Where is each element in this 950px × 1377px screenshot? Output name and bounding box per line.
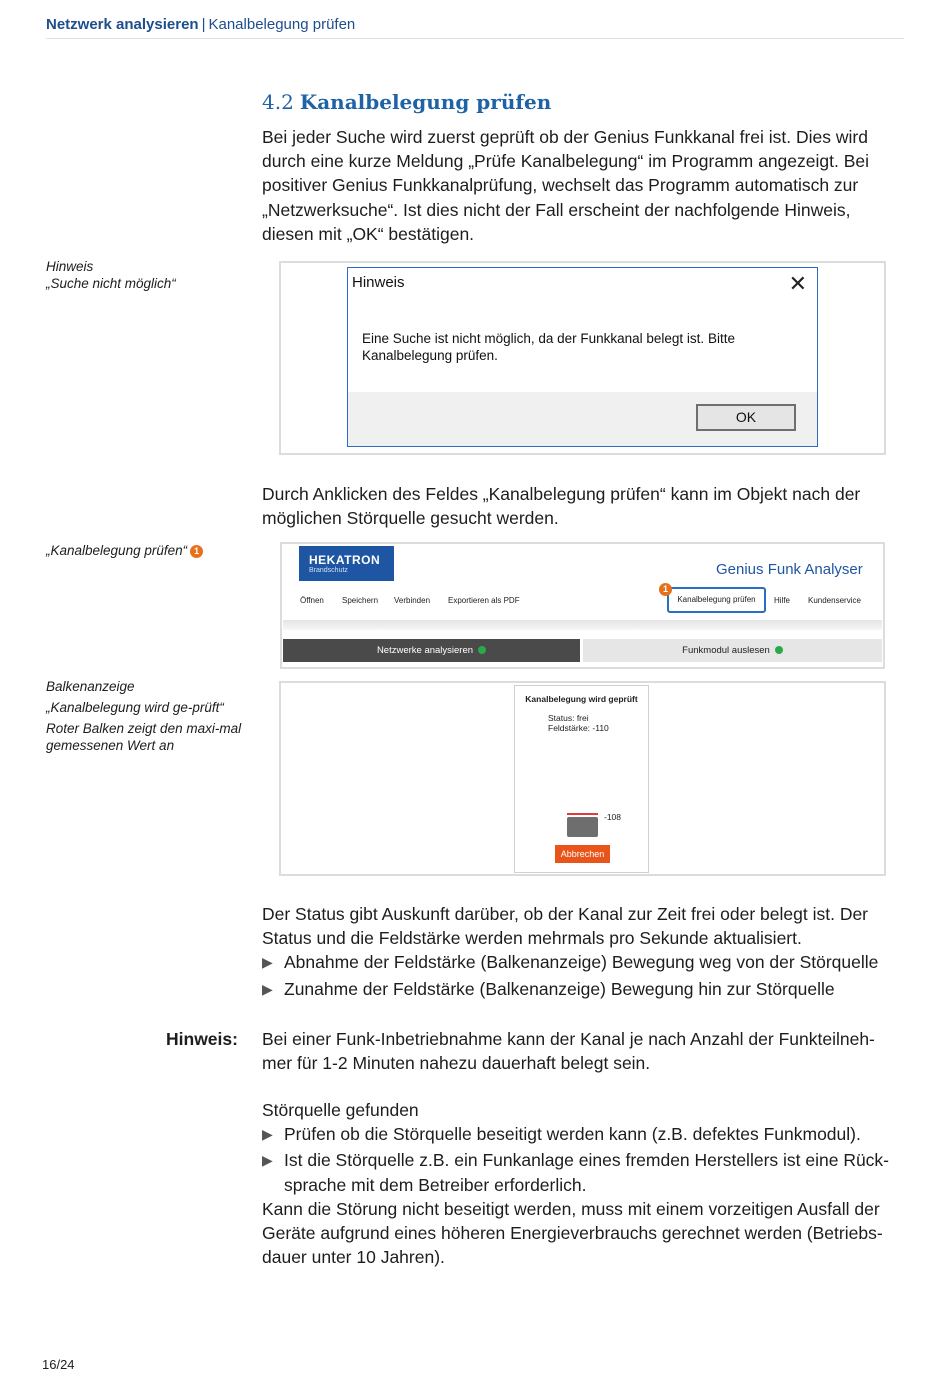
callout-badge: 1: [659, 583, 672, 596]
menu-open[interactable]: Öffnen: [300, 596, 324, 605]
header-separator: |: [201, 16, 206, 33]
dialog-title: Hinweis: [352, 274, 405, 291]
margin-note-line: Hinweis: [46, 259, 94, 274]
margin-note-kanalbelegung: [46, 542, 246, 559]
triangle-bullet-icon: ▶: [262, 954, 273, 971]
logo-subtext: Brandschutz: [309, 567, 348, 574]
section-title: [262, 90, 551, 114]
app-title: Genius Funk Analyser: [716, 561, 863, 578]
margin-note-balkenanzeige: [46, 678, 246, 758]
status-text: Status: frei: [548, 713, 589, 723]
ok-button[interactable]: OK: [696, 404, 796, 431]
status-dot-icon: [478, 646, 486, 654]
field-strength-bar: [567, 817, 598, 837]
interference-heading: Störquelle gefunden: [262, 1100, 419, 1120]
list-item: [262, 977, 902, 1001]
dialog-message: Eine Suche ist nicht möglich, da der Funkkanal belegt ist. Bitte Kanalbelegung prüfen.: [362, 331, 735, 363]
status-dot-icon: [775, 646, 783, 654]
margin-note-text: „Kanalbelegung prüfen“: [46, 543, 188, 558]
check-channel-button[interactable]: Kanalbelegung prüfen: [667, 587, 766, 613]
section-title-text: Kanalbelegung prüfen: [299, 90, 552, 114]
cancel-button[interactable]: Abbrechen: [555, 845, 610, 863]
tab-analyse-networks[interactable]: [283, 639, 580, 662]
menu-customer-service[interactable]: Kundenservice: [808, 596, 861, 605]
interference-section: [262, 1098, 902, 1269]
menu-export-pdf[interactable]: Exportieren als PDF: [448, 596, 520, 605]
margin-note-line: Roter Balken zeigt den maxi-mal gemessenen Wert an: [46, 721, 242, 753]
margin-note-line: „Kanalbelegung wird ge-prüft“: [46, 700, 224, 715]
tab-label: Funkmodul auslesen: [682, 645, 770, 656]
status-paragraph: Der Status gibt Auskunft darüber, ob der Kanal zur Zeit frei oder belegt ist. Der Status und die Feldstärke werden mehrmals pro Sekunde aktualisiert.: [262, 904, 869, 949]
toolbar-separator: [283, 620, 882, 630]
header-section: Netzwerk analysieren: [46, 16, 199, 33]
tab-label: Netzwerke analysieren: [376, 645, 474, 656]
header-subsection: Kanalbelegung prüfen: [208, 16, 356, 33]
list-item: [262, 950, 902, 974]
interference-conclusion: Kann die Störung nicht beseitigt werden, muss mit einem vorzeitigen Ausfall der Geräte aufgrund eines höheren Energieverbrauchs gerechnet werden (Betriebs-dauer unter 10 Jahren).: [262, 1198, 883, 1268]
menu-connect[interactable]: Verbinden: [394, 596, 431, 605]
intro-paragraph: Bei jeder Suche wird zuerst geprüft ob der Genius Funkkanal frei ist. Dies wird durch eine kurze Meldung „Prüfe Kanalbelegung“ im Programm angezeigt. Bei positiver Genius Funkkanalprüfung, wechselt das Programm automatisch zur „Netzwerksuche“. Ist dies nicht der Fall erscheint der nachfolgende Hinweis, diesen mit „OK“ bestätigen.: [262, 127, 869, 244]
hekatron-logo: [299, 546, 394, 581]
field-strength-text: Feldstärke: -110: [548, 723, 609, 733]
max-value-label: -108: [604, 812, 622, 822]
menu-help[interactable]: Hilfe: [774, 596, 791, 605]
panel-status: [548, 713, 609, 733]
triangle-bullet-icon: ▶: [262, 980, 273, 997]
hinweis-dialog: [347, 267, 818, 447]
list-item-text: Ist die Störquelle z.B. ein Funkanlage eines fremden Herstellers ist eine Rück-sprache mit dem Betreiber erforderlich.: [284, 1150, 890, 1195]
logo-text: HEKATRON: [309, 553, 381, 567]
running-header: [46, 16, 355, 33]
tab-read-module[interactable]: [583, 639, 882, 662]
list-item-text: Abnahme der Feldstärke (Balkenanzeige) Bewegung weg von der Störquelle: [284, 952, 879, 973]
margin-note-hinweis: [46, 258, 246, 296]
list-item-text: Zunahme der Feldstärke (Balkenanzeige) Bewegung hin zur Störquelle: [284, 978, 835, 999]
list-item: [262, 1122, 902, 1146]
panel-title: Kanalbelegung wird geprüft: [525, 694, 638, 704]
page-number: 16/24: [42, 1357, 75, 1372]
section-number: 4.2: [262, 90, 294, 114]
margin-note-line: „Suche nicht möglich“: [46, 276, 176, 291]
click-paragraph: Durch Anklicken des Feldes „Kanalbelegung prüfen“ kann im Objekt nach der möglichen Störquelle gesucht werden.: [262, 484, 861, 529]
menu-save[interactable]: Speichern: [342, 596, 379, 605]
header-divider: [46, 38, 904, 39]
close-icon[interactable]: ✕: [788, 271, 807, 296]
triangle-bullet-icon: ▶: [262, 1152, 273, 1169]
status-section: [262, 902, 902, 1001]
margin-note-line: Balkenanzeige: [46, 679, 135, 694]
list-item-text: Prüfen ob die Störquelle beseitigt werden kann (z.B. defektes Funkmodul).: [284, 1124, 861, 1145]
list-item: [262, 1148, 902, 1196]
callout-badge: 1: [190, 545, 203, 558]
hinweis-paragraph: Bei einer Funk-Inbetriebnahme kann der Kanal je nach Anzahl der Funkteilneh-mer für 1-2 Minuten nahezu dauerhaft belegt sein.: [262, 1029, 875, 1074]
max-value-marker: [567, 813, 598, 815]
hinweis-label: Hinweis:: [166, 1029, 238, 1049]
channel-check-panel: [514, 685, 649, 873]
triangle-bullet-icon: ▶: [262, 1126, 273, 1143]
